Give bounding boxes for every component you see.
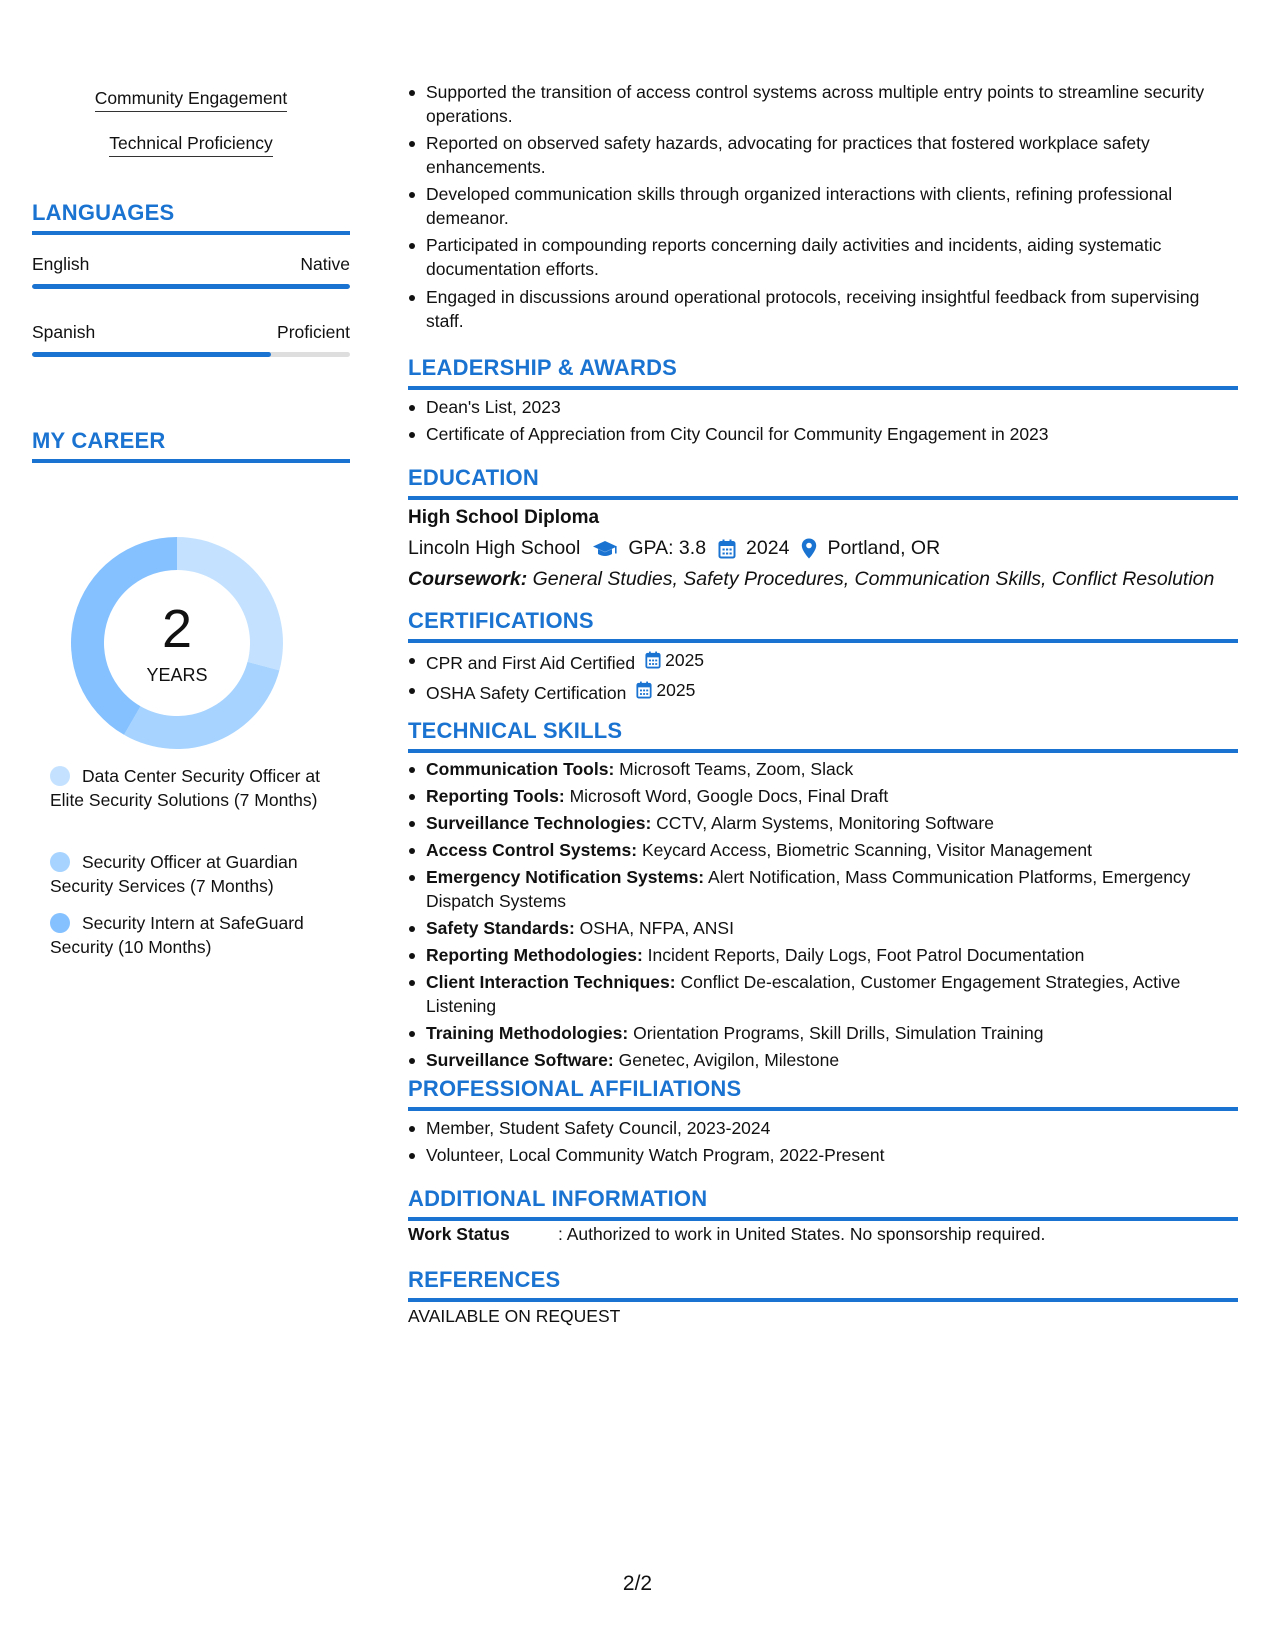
references-heading: REFERENCES (408, 1267, 1238, 1302)
school-location: Portland, OR (827, 537, 941, 559)
technical-skills-list (408, 757, 1238, 1072)
list-item (408, 865, 1238, 913)
list-item: Developed communication skills through organized interactions with clients, refining professional demeanor. (408, 182, 1238, 230)
language-name: Spanish (32, 322, 96, 342)
career-heading: MY CAREER (32, 428, 350, 463)
list-item (408, 811, 1238, 835)
language-bar-fill (32, 352, 271, 357)
language-row (32, 254, 350, 275)
certifications-heading: CERTIFICATIONS (408, 608, 1238, 643)
skill-category: Access Control Systems: (426, 840, 638, 860)
list-item (408, 784, 1238, 808)
education-entry (408, 507, 1238, 591)
certification-year: 2025 (656, 680, 696, 700)
legend-dot-icon (50, 852, 70, 872)
list-item (408, 757, 1238, 781)
skill-category: Emergency Notification Systems: (426, 867, 705, 887)
career-role-label: Security Officer at Guardian Security Services (7 Months) (50, 852, 298, 896)
certification-name: OSHA Safety Certification (426, 683, 627, 703)
affiliations-list (408, 1116, 1238, 1167)
list-item: Member, Student Safety Council, 2023-2024 (408, 1116, 1238, 1140)
references (408, 1306, 1238, 1327)
experience-bullets (408, 80, 1238, 333)
language-bar (32, 284, 350, 289)
skill-values: Incident Reports, Daily Logs, Foot Patrol Documentation (647, 945, 1085, 965)
coursework-label: Coursework: (408, 568, 528, 590)
skill-values: OSHA, NFPA, ANSI (579, 918, 734, 938)
additional-info-heading: ADDITIONAL INFORMATION (408, 1186, 1238, 1221)
career-role-label: Security Intern at SafeGuard Security (10 Months) (50, 913, 304, 957)
skill-values: Conflict De-escalation, Customer Engagement Strategies, Active Listening (426, 972, 1181, 1016)
graduation-year: 2024 (746, 537, 790, 559)
career-legend-item (50, 850, 340, 898)
languages-heading: LANGUAGES (32, 200, 350, 235)
certification-name: CPR and First Aid Certified (426, 653, 636, 673)
school-name: Lincoln High School (408, 537, 581, 559)
career-total-number: 2 (161, 599, 193, 659)
skill-category: Client Interaction Techniques: (426, 972, 676, 992)
affiliations-heading: PROFESSIONAL AFFILIATIONS (408, 1076, 1238, 1111)
skill-values: Microsoft Word, Google Docs, Final Draft (569, 786, 889, 806)
list-item (408, 943, 1238, 967)
career-role-label: Data Center Security Officer at Elite Security Solutions (7 Months) (50, 766, 320, 810)
calendar-icon (718, 539, 736, 559)
language-name: English (32, 254, 90, 274)
legend-dot-icon (50, 913, 70, 933)
list-item: Reported on observed safety hazards, advocating for practices that fostered workplace safety enhancements. (408, 131, 1238, 179)
gpa: GPA: 3.8 (628, 537, 707, 559)
skill-values: CCTV, Alarm Systems, Monitoring Software (656, 813, 994, 833)
references-text: AVAILABLE ON REQUEST (408, 1306, 621, 1326)
skill-category: Reporting Tools: (426, 786, 565, 806)
leadership-list (408, 395, 1238, 446)
work-status-label: Work Status (408, 1224, 510, 1244)
language-level: Native (300, 254, 350, 274)
skill-category: Communication Tools: (426, 759, 615, 779)
skill-values: Alert Notification, Mass Communication Platforms, Emergency Dispatch Systems (426, 867, 1191, 911)
additional-info (408, 1224, 1238, 1245)
strength-label: Community Engagement (95, 88, 288, 112)
list-item (408, 1048, 1238, 1072)
skill-values: Orientation Programs, Skill Drills, Simulation Training (633, 1023, 1044, 1043)
coursework (408, 568, 1238, 591)
list-item (408, 970, 1238, 1018)
skill-values: Keycard Access, Biometric Scanning, Visitor Management (641, 840, 1092, 860)
list-item: Participated in compounding reports concerning daily activities and incidents, aiding systematic documentation efforts. (408, 233, 1238, 281)
page-number: 2/2 (622, 1572, 653, 1595)
list-item (408, 1021, 1238, 1045)
skill-category: Safety Standards: (426, 918, 575, 938)
career-total-unit: YEARS (146, 665, 208, 685)
list-item: Volunteer, Local Community Watch Program, 2022-Present (408, 1143, 1238, 1167)
list-item: Dean's List, 2023 (408, 395, 1238, 419)
leadership-heading: LEADERSHIP & AWARDS (408, 355, 1238, 390)
strength-item (32, 133, 350, 157)
skill-category: Surveillance Technologies: (426, 813, 652, 833)
language-bar-fill (32, 284, 350, 289)
skill-category: Training Methodologies: (426, 1023, 629, 1043)
skill-values: Genetec, Avigilon, Milestone (618, 1050, 840, 1070)
graduation-cap-icon (592, 540, 618, 558)
degree-title: High School Diploma (408, 507, 600, 528)
career-donut-chart (66, 532, 288, 754)
calendar-icon (636, 681, 652, 699)
skill-category: Surveillance Software: (426, 1050, 614, 1070)
strength-label: Technical Proficiency (109, 133, 272, 157)
list-item: Engaged in discussions around operational protocols, receiving insightful feedback from supervising staff. (408, 285, 1238, 333)
career-legend-item (50, 764, 340, 812)
career-legend-item (50, 911, 340, 959)
list-item: Supported the transition of access control systems across multiple entry points to streamline security operations. (408, 80, 1238, 128)
technical-skills-heading: TECHNICAL SKILLS (408, 718, 1238, 753)
language-level: Proficient (277, 322, 350, 342)
list-item (408, 838, 1238, 862)
education-details (408, 537, 1238, 560)
strength-item (32, 88, 350, 112)
coursework-value: General Studies, Safety Procedures, Communication Skills, Conflict Resolution (532, 568, 1215, 590)
list-item (408, 916, 1238, 940)
work-status-row (408, 1224, 1238, 1245)
education-heading: EDUCATION (408, 465, 1238, 500)
list-item (408, 678, 1238, 705)
language-bar (32, 352, 350, 357)
legend-dot-icon (50, 766, 70, 786)
work-status-value: : Authorized to work in United States. No sponsorship required. (558, 1224, 1046, 1244)
list-item: Certificate of Appreciation from City Council for Community Engagement in 2023 (408, 422, 1238, 446)
skill-values: Microsoft Teams, Zoom, Slack (619, 759, 854, 779)
certifications-list (408, 648, 1238, 705)
list-item (408, 648, 1238, 675)
certification-year: 2025 (665, 650, 705, 670)
language-row (32, 322, 350, 343)
location-pin-icon (801, 538, 817, 559)
skill-category: Reporting Methodologies: (426, 945, 643, 965)
calendar-icon (645, 651, 661, 669)
